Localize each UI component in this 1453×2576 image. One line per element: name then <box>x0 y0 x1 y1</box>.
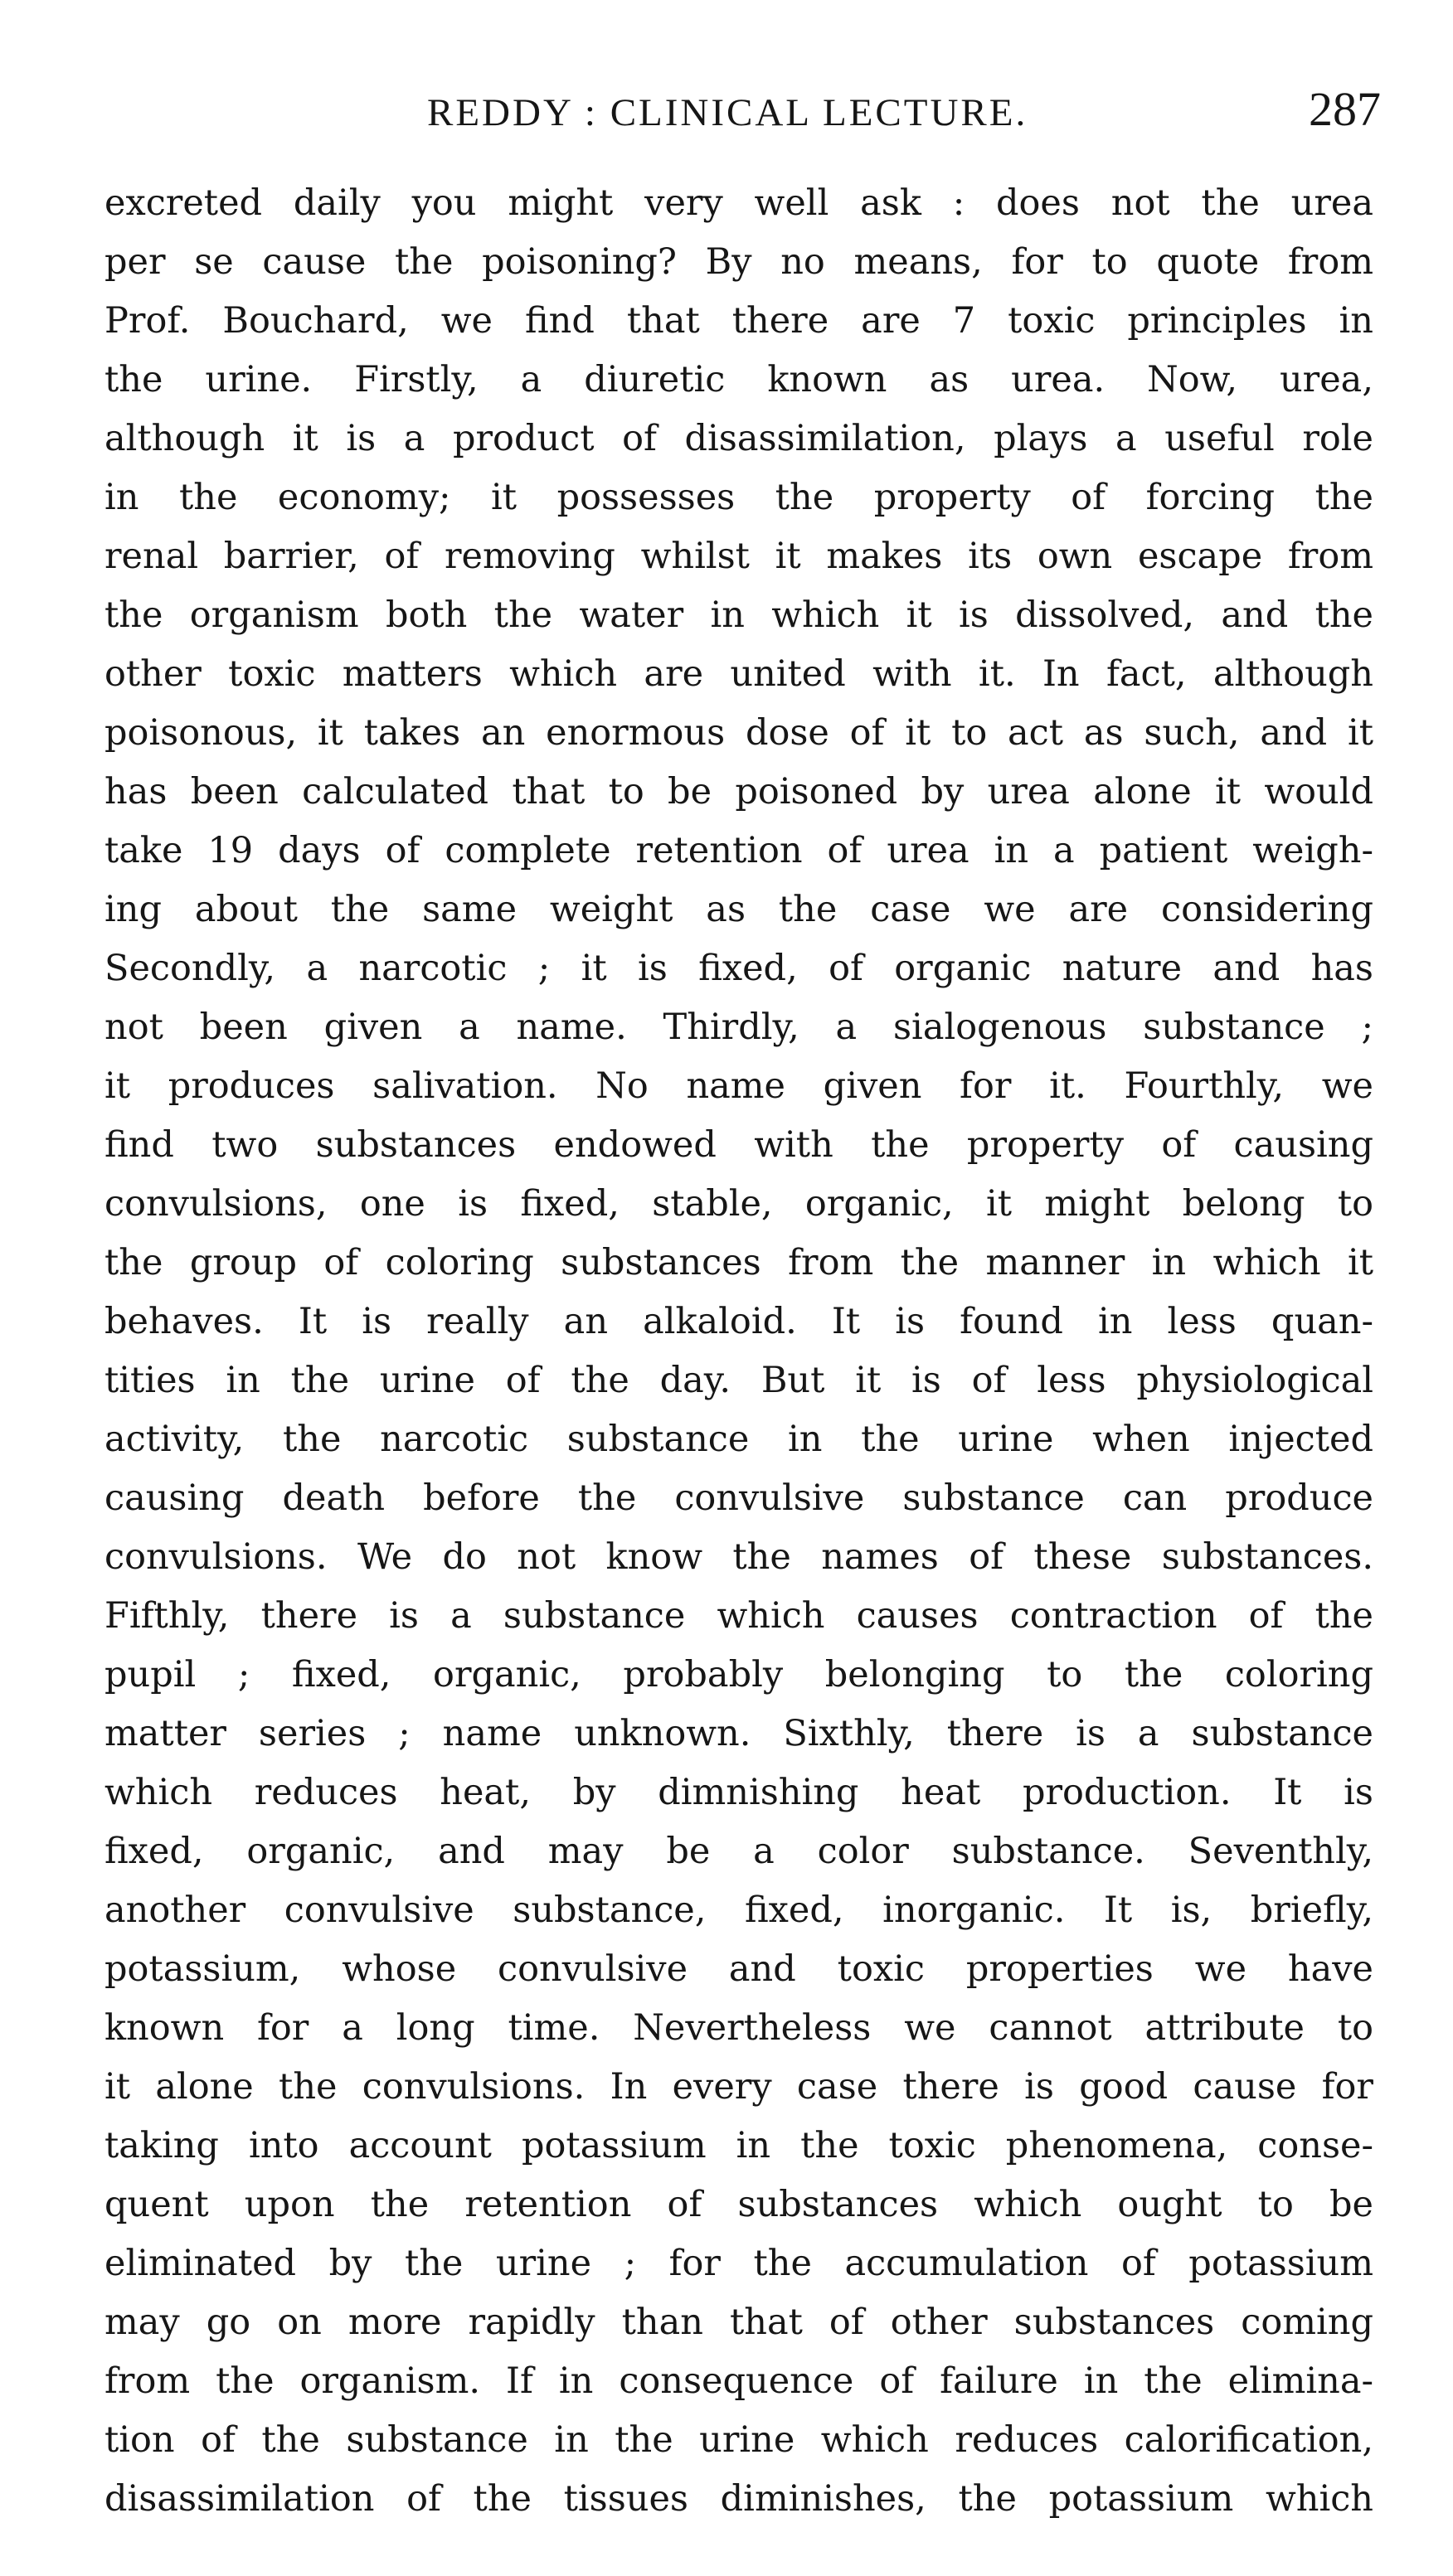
text-line: which reduces heat, by dimnishing heat production. It is <box>104 1772 1373 1813</box>
text-line: although it is a product of disassimilation, plays a useful role <box>104 418 1373 459</box>
text-line: from the organism. If in consequence of failure in the elimina- <box>104 2360 1373 2402</box>
text-line: causing death before the convulsive substance can produce <box>104 1477 1373 1519</box>
running-head: REDDY : CLINICAL LECTURE. <box>427 91 1028 134</box>
text-line: in the economy; it possesses the property of forcing the <box>104 477 1373 518</box>
text-line: find two substances endowed with the property of causing <box>104 1124 1373 1166</box>
text-line: potassium, whose convulsive and toxic properties we have <box>104 1948 1373 1990</box>
page-number: 287 <box>1309 82 1381 136</box>
text-line: take 19 days of complete retention of urea in a patient weigh- <box>104 830 1373 871</box>
text-line: ing about the same weight as the case we are considering <box>104 889 1373 930</box>
text-line: the urine. Firstly, a diuretic known as urea. Now, urea, <box>104 359 1373 400</box>
text-line: per se cause the poisoning? By no means, for to quote from <box>104 241 1373 283</box>
text-line: tities in the urine of the day. But it is of less physiological <box>104 1360 1373 1401</box>
text-line: activity, the narcotic substance in the urine when injected <box>104 1419 1373 1460</box>
text-line: it alone the convulsions. In every case there is good cause for <box>104 2066 1373 2108</box>
text-line: another convulsive substance, fixed, inorganic. It is, briefly, <box>104 1890 1373 1931</box>
text-line: convulsions, one is fixed, stable, organic, it might belong to <box>104 1183 1373 1225</box>
text-line: Fifthly, there is a substance which causes contraction of the <box>104 1595 1373 1637</box>
text-line: disassimilation of the tissues diminishes, the potassium which <box>104 2478 1373 2520</box>
text-line: tion of the substance in the urine which reduces calorification, <box>104 2419 1373 2461</box>
text-line: has been calculated that to be poisoned by urea alone it would <box>104 771 1373 813</box>
text-line: poisonous, it takes an enormous dose of it to act as such, and it <box>104 712 1373 754</box>
text-line: it produces salivation. No name given for it. Fourthly, we <box>104 1065 1373 1107</box>
text-line: taking into account potassium in the toxic phenomena, conse- <box>104 2125 1373 2166</box>
text-line: pupil ; fixed, organic, probably belonging to the coloring <box>104 1654 1373 1696</box>
text-line: excreted daily you might very well ask : does not the urea <box>104 182 1373 224</box>
text-line: Secondly, a narcotic ; it is fixed, of organic nature and has <box>104 948 1373 989</box>
text-line: the group of coloring substances from the manner in which it <box>104 1242 1373 1283</box>
text-line: renal barrier, of removing whilst it makes its own escape from <box>104 536 1373 577</box>
text-line: the organism both the water in which it is dissolved, and the <box>104 594 1373 636</box>
text-line: eliminated by the urine ; for the accumulation of potassium <box>104 2243 1373 2284</box>
text-line: other toxic matters which are united with it. In fact, although <box>104 653 1373 695</box>
text-line: behaves. It is really an alkaloid. It is found in less quan- <box>104 1301 1373 1342</box>
body-text <box>104 174 1373 2529</box>
text-line: Prof. Bouchard, we find that there are 7 toxic principles in <box>104 300 1373 342</box>
text-line: matter series ; name unknown. Sixthly, there is a substance <box>104 1713 1373 1754</box>
text-line: fixed, organic, and may be a color substance. Seventhly, <box>104 1831 1373 1872</box>
text-line: may go on more rapidly than that of other substances coming <box>104 2302 1373 2343</box>
text-line: quent upon the retention of substances which ought to be <box>104 2184 1373 2225</box>
text-line: convulsions. We do not know the names of these substances. <box>104 1536 1373 1578</box>
text-line: not been given a name. Thirdly, a sialogenous substance ; <box>104 1007 1373 1048</box>
text-line: known for a long time. Nevertheless we cannot attribute to <box>104 2007 1373 2049</box>
